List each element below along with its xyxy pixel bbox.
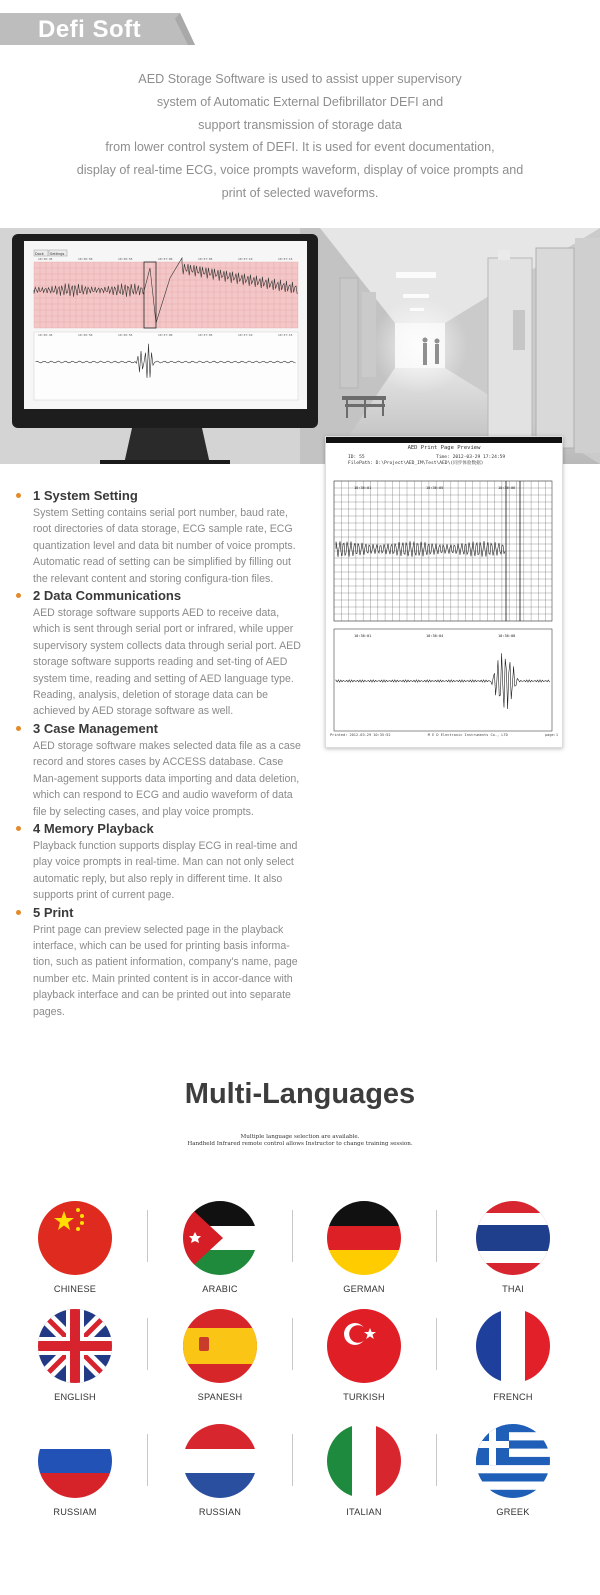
language-label: SPANESH: [197, 1392, 243, 1402]
bullet-icon: [16, 726, 21, 731]
language-item-russian: [170, 1424, 270, 1517]
hero-image: [0, 228, 600, 464]
feature-title: 5 Print: [33, 904, 74, 920]
spain-flag-icon: [183, 1309, 257, 1383]
language-label: CHINESE: [53, 1284, 97, 1294]
germany-flag-icon: [327, 1201, 401, 1275]
languages-subtitle: [0, 1134, 600, 1148]
feature-title: 4 Memory Playback: [33, 820, 154, 836]
time-tick-label: 10:36:45: [38, 257, 53, 261]
language-label: THAI: [502, 1284, 524, 1294]
hospital-hallway-illustration: [0, 228, 600, 464]
time-tick-label: 10:37:10: [238, 333, 253, 337]
language-item-greek: [463, 1424, 563, 1517]
france-flag-icon: [476, 1309, 550, 1383]
preview-waveforms: [326, 437, 563, 748]
header-banner: [0, 13, 195, 45]
bullet-icon: [16, 910, 21, 915]
preview-time: Time: 2012-03-29 17:24:59: [436, 455, 506, 460]
feature-title: 3 Case Management: [33, 720, 158, 736]
intro-text: [40, 68, 560, 205]
bullet-icon: [16, 826, 21, 831]
time-tick-label: 10:37:05: [198, 257, 213, 261]
preview-printed: Printed: 2012-03-29 10:35:52: [330, 733, 391, 737]
uk-flag-icon: [38, 1309, 112, 1383]
page-title: Defi Soft: [38, 16, 142, 43]
russia-flag-icon: [38, 1424, 112, 1498]
language-item-chinese: [25, 1201, 125, 1294]
time-tick-label: 10:36:04: [426, 634, 444, 638]
feature-title: 2 Data Communications: [33, 588, 182, 604]
feature-text: AED storage software makes selected data file as a case record and stores cases by ACCESS database. Case Man-agement supports data importing and data deletion, which can respond to ECG and audio waveform of data file by selecting cases, and play voice prompts.: [33, 739, 301, 818]
feature-text: AED storage software supports AED to receive data, which is sent through serial port or infrared, while upper supervisory system collects data through serial port. AED storage software supports reading and set-ting of AED system time, reading and setting of AED language type. Reading, analysis, deletion of storage data can be achieved by AED storage software as well.: [33, 607, 301, 718]
languages-title: Multi-Languages: [184, 1078, 416, 1110]
divider: [147, 1434, 148, 1486]
language-item-arabic: [170, 1201, 270, 1294]
divider: [436, 1210, 437, 1262]
feature-item: [16, 904, 301, 1020]
bullet-icon: [16, 493, 21, 498]
time-tick-label: 10:36:50: [78, 257, 93, 261]
language-label: GREEK: [496, 1507, 530, 1517]
language-label: RUSSIAN: [198, 1507, 242, 1517]
netherlands-flag-icon: [183, 1424, 257, 1498]
time-tick-label: 10:36:01: [354, 634, 372, 638]
preview-filepath: FilePath: D:\Project\AED_IM\Test\AED\(同步体验数据): [348, 461, 484, 466]
feature-item: [16, 720, 301, 820]
feature-text: Print page can preview selected page in the playback interface, which can be used for printing basis informa-tion, such as patient information, company's name, page number etc. Main printed content is in accor-dance with playback interface and can be printed out into separate pages.: [33, 923, 298, 1018]
language-item-german: [314, 1201, 414, 1294]
time-tick-label: 10:37:10: [238, 257, 253, 261]
language-item-turkish: [314, 1309, 414, 1402]
intro-line: from lower control system of DEFI. It is used for event documentation,: [105, 140, 495, 155]
time-tick-label: 10:36:45: [38, 333, 53, 337]
preview-company: M E D Electronic Instruments Co., LTD: [427, 733, 508, 737]
time-tick-label: 10:36:01: [354, 486, 372, 490]
tab-dock: Dock: [35, 252, 44, 256]
divider: [147, 1318, 148, 1370]
time-tick-label: 10:37:00: [158, 333, 173, 337]
divider: [147, 1210, 148, 1262]
time-tick-label: 10:36:55: [118, 333, 133, 337]
divider: [292, 1318, 293, 1370]
greece-flag-icon: [476, 1424, 550, 1498]
language-item-italian: [314, 1424, 414, 1517]
feature-item: [16, 487, 301, 587]
time-tick-label: 10:36:08: [498, 634, 516, 638]
language-item-thai: [463, 1201, 563, 1294]
language-label: ITALIAN: [346, 1507, 382, 1517]
language-item-english: [25, 1309, 125, 1402]
china-flag-icon: [38, 1201, 112, 1275]
tab-settings: Settings: [50, 252, 65, 256]
time-tick-label: 10:36:06: [498, 486, 516, 490]
feature-text: System Setting contains serial port number, baud rate, root directories of data storage, ECG sample rate, ECG quantization level and data bit number of voice prompts. Automatic read of setting can be simplified by filling out the relevant content and storing configura-tion files.: [33, 507, 296, 585]
language-item-russiam: [25, 1424, 125, 1517]
divider: [436, 1434, 437, 1486]
intro-line: print of selected waveforms.: [221, 185, 379, 200]
feature-item: [16, 587, 301, 720]
preview-footer: [330, 733, 558, 737]
print-preview-window: [325, 436, 563, 748]
time-tick-label: 10:37:15: [278, 257, 293, 261]
divider: [292, 1434, 293, 1486]
language-label: FRENCH: [493, 1392, 533, 1402]
divider: [292, 1210, 293, 1262]
language-label: ARABIC: [202, 1284, 238, 1294]
intro-line: AED Storage Software is used to assist upper supervisory: [138, 72, 462, 86]
languages-subtitle-line: Handheld Infrared remote control allows Instructor to change training session.: [187, 1141, 413, 1147]
bullet-icon: [16, 593, 21, 598]
intro-line: display of real-time ECG, voice prompts waveform, display of voice prompts and: [76, 163, 524, 178]
language-grid: [0, 1196, 600, 1556]
turkey-flag-icon: [327, 1309, 401, 1383]
intro-line: support transmission of storage data: [198, 117, 402, 132]
language-label: ENGLISH: [54, 1392, 96, 1402]
feature-item: [16, 820, 301, 904]
time-tick-label: 10:36:50: [78, 333, 93, 337]
feature-title: 1 System Setting: [33, 488, 138, 503]
time-tick-label: 10:37:00: [158, 257, 173, 261]
divider: [436, 1318, 437, 1370]
time-tick-label: 10:37:05: [198, 333, 213, 337]
feature-list: [16, 487, 301, 1020]
jordan-flag-icon: [183, 1201, 257, 1275]
language-label: RUSSIAM: [53, 1507, 97, 1517]
preview-page: page:1: [545, 733, 558, 737]
thailand-flag-icon: [476, 1201, 550, 1275]
language-label: TURKISH: [343, 1392, 385, 1402]
preview-title: AED Print Page Preview: [407, 445, 481, 451]
language-item-french: [463, 1309, 563, 1402]
language-item-spanish: [170, 1309, 270, 1402]
language-label: GERMAN: [343, 1284, 385, 1294]
italy-flag-icon: [327, 1424, 401, 1498]
time-tick-label: 10:37:15: [278, 333, 293, 337]
feature-text: Playback function supports display ECG in real-time and play voice prompts in real-time. Man can not only select automatic reply, but also reply in different time. It also supports print of current page.: [33, 839, 298, 902]
languages-subtitle-line: Multiple language selection are available.: [240, 1134, 360, 1140]
preview-id: ID: 55: [348, 455, 365, 460]
intro-line: system of Automatic External Defibrillator DEFI and: [156, 94, 444, 109]
time-tick-label: 10:36:05: [426, 486, 444, 490]
time-tick-label: 10:36:55: [118, 257, 133, 261]
